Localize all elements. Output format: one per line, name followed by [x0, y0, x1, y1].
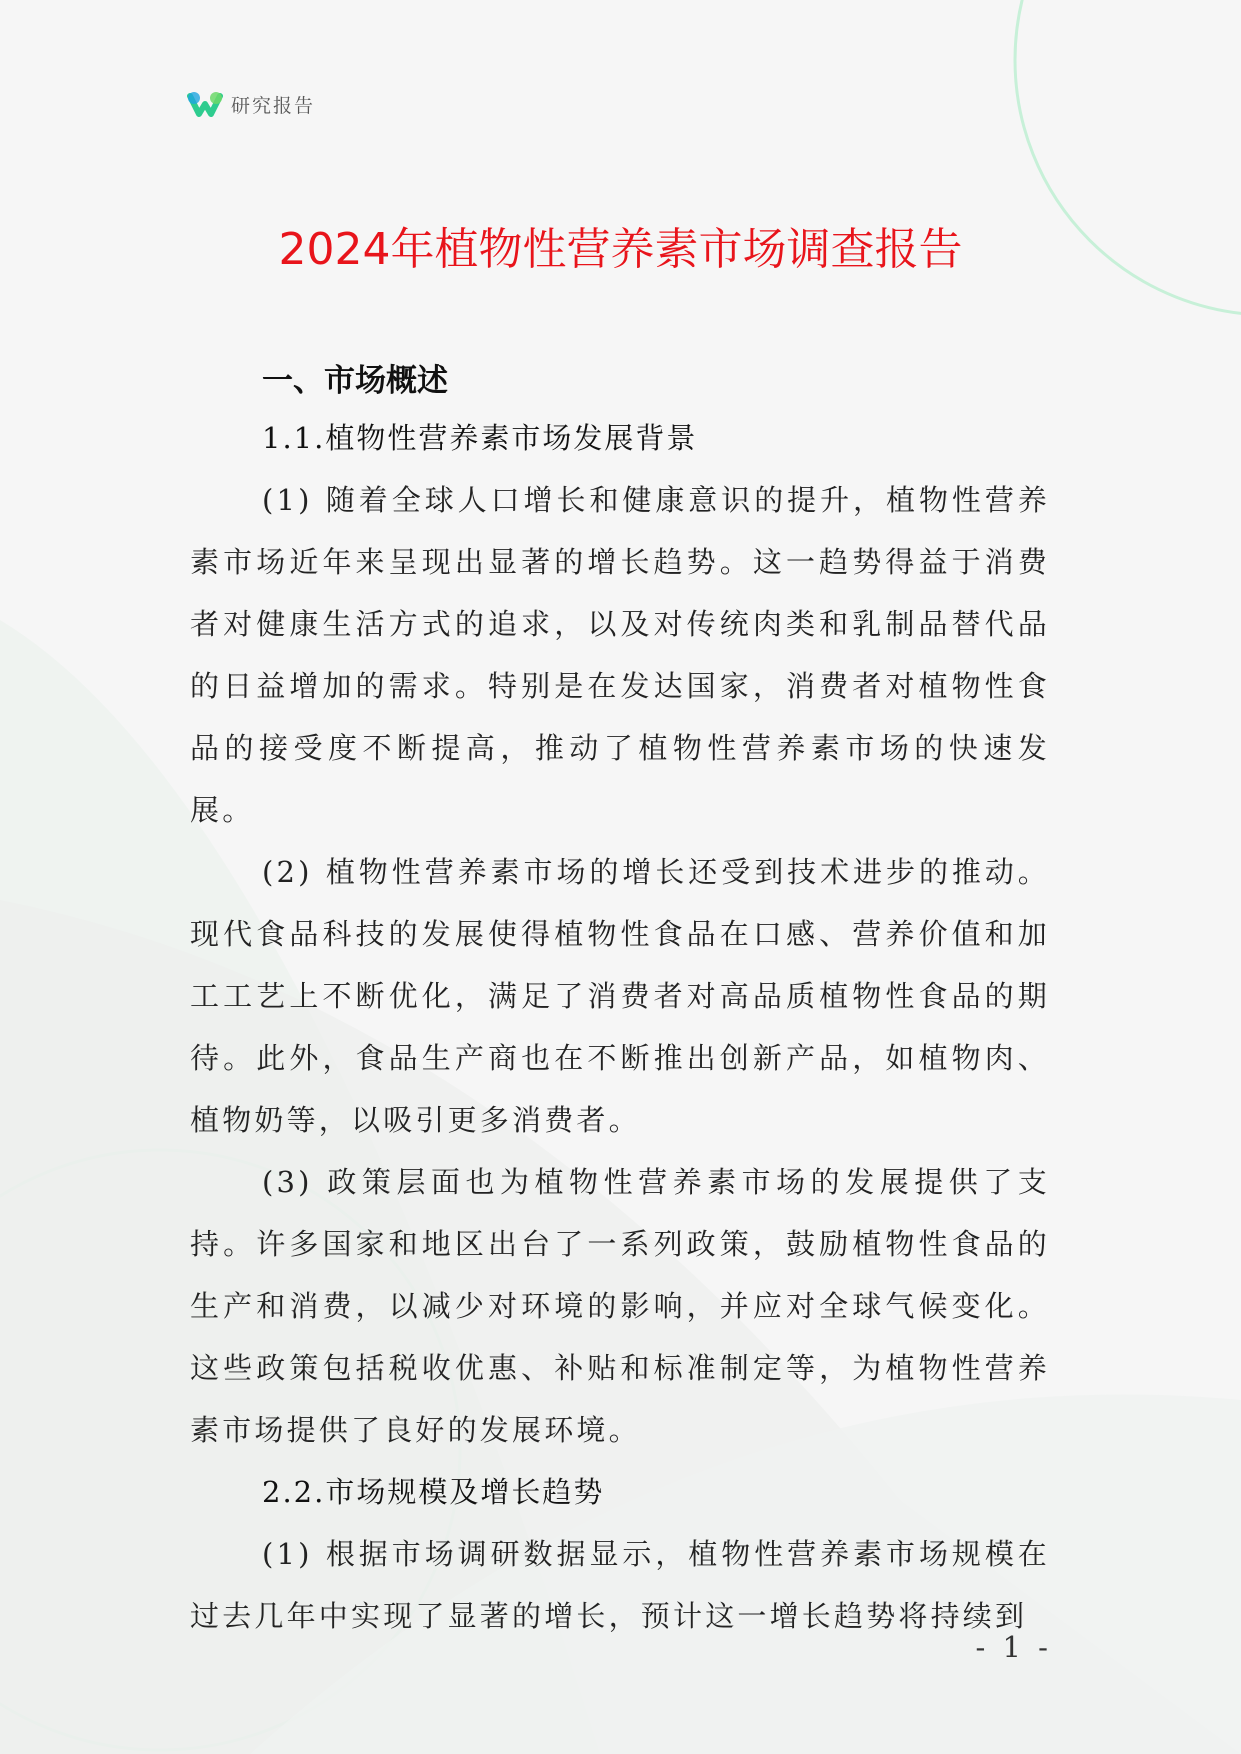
paragraph: (2) 植物性营养素市场的增长还受到技术进步的推动。现代食品科技的发展使得植物性食品在口感、营养价值和加工工艺上不断优化，满足了消费者对高品质植物性食品的期待。此外，食品生产商也在不断推出创新产品，如植物肉、植物奶等，以吸引更多消费者。	[190, 855, 1050, 1137]
section-heading-market-overview: 一、市场概述	[262, 363, 448, 399]
brand-logo-icon	[187, 88, 223, 120]
document-title: 2024年植物性营养素市场调查报告	[278, 224, 963, 275]
subsection-heading-market-size: 2.2.市场规模及增长趋势	[262, 1475, 605, 1509]
paragraph: (1) 根据市场调研数据显示，植物性营养素市场规模在过去几年中实现了显著的增长，预计这一增长趋势将持续到	[190, 1537, 1050, 1633]
page-number: - 1 -	[975, 1630, 1052, 1664]
header-label: 研究报告	[231, 94, 316, 117]
document-body	[190, 355, 1050, 1647]
paragraph: (1) 随着全球人口增长和健康意识的提升，植物性营养素市场近年来呈现出显著的增长趋势。这一趋势得益于消费者对健康生活方式的追求，以及对传统肉类和乳制品替代品的日益增加的需求。特别是在发达国家，消费者对植物性食品的接受度不断提高，推动了植物性营养素市场的快速发展。	[190, 483, 1050, 827]
report-header	[187, 88, 315, 120]
subsection-heading-background: 1.1.植物性营养素市场发展背景	[262, 421, 698, 455]
paragraph: (3) 政策层面也为植物性营养素市场的发展提供了支持。许多国家和地区出台了一系列政策，鼓励植物性食品的生产和消费，以减少对环境的影响，并应对全球气候变化。这些政策包括税收优惠、补贴和标准制定等，为植物性营养素市场提供了良好的发展环境。	[190, 1165, 1050, 1447]
